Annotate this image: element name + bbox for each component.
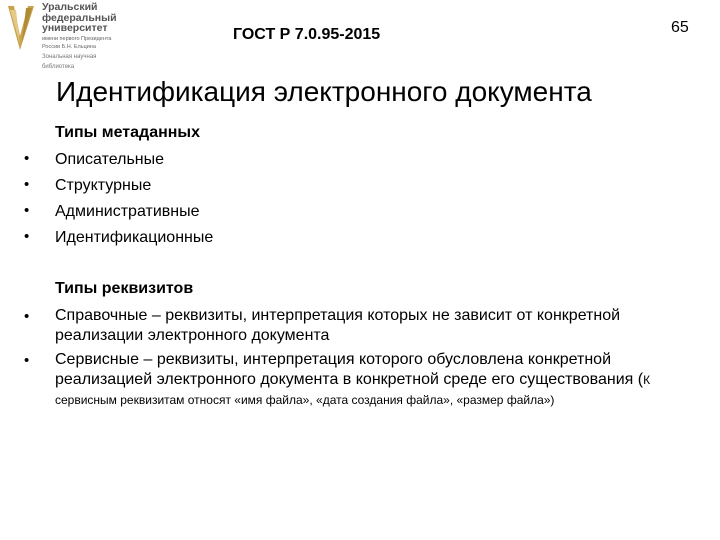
service-requisites-text: Сервисные – реквизиты, интерпретация которого обусловлена конкретной реализацией электронного документа в конкретной среде его существования ( xyxy=(55,351,644,388)
bullet-marker: • xyxy=(24,150,30,167)
bullet-marker: • xyxy=(24,352,30,369)
metadata-type-item: Идентификационные xyxy=(55,229,214,246)
service-requisites-note: К сервисным реквизитам относят «имя файла», «дата создания файла», «размер файла») xyxy=(55,373,651,407)
slide-title: Идентификация электронного документа xyxy=(56,76,592,107)
bullet-marker: • xyxy=(24,228,30,245)
requisite-types-heading: Типы реквизитов xyxy=(55,280,194,297)
logo-library-line: библиотека xyxy=(42,63,75,70)
page-number: 65 xyxy=(671,19,689,36)
logo-text xyxy=(42,2,126,71)
bullet-marker: • xyxy=(24,202,30,219)
logo-name-line: университет xyxy=(42,22,108,34)
urfu-emblem-icon xyxy=(4,2,38,54)
logo-sub-line: имени первого Президента xyxy=(42,35,112,42)
metadata-type-item: Описательные xyxy=(55,151,165,168)
gost-standard-label: ГОСТ Р 7.0.95-2015 xyxy=(233,26,381,43)
logo-name-line: федеральный xyxy=(42,11,117,24)
logo-name-line: Уральский xyxy=(42,1,98,13)
university-logo xyxy=(4,1,124,70)
bullet-marker: • xyxy=(24,176,30,193)
logo-sub-line: России Б.Н. Ельцина xyxy=(42,44,96,50)
metadata-type-item: Структурные xyxy=(55,177,152,194)
logo-library-line: Зональная научная xyxy=(42,53,97,60)
reference-requisites-item: Справочные – реквизиты, интерпретация которых не зависит от конкретной реализации электронного документа xyxy=(55,307,621,344)
service-requisites-item xyxy=(55,350,705,410)
metadata-types-heading: Типы метаданных xyxy=(55,124,200,141)
metadata-type-item: Административные xyxy=(55,203,200,220)
bullet-marker: • xyxy=(24,308,30,325)
